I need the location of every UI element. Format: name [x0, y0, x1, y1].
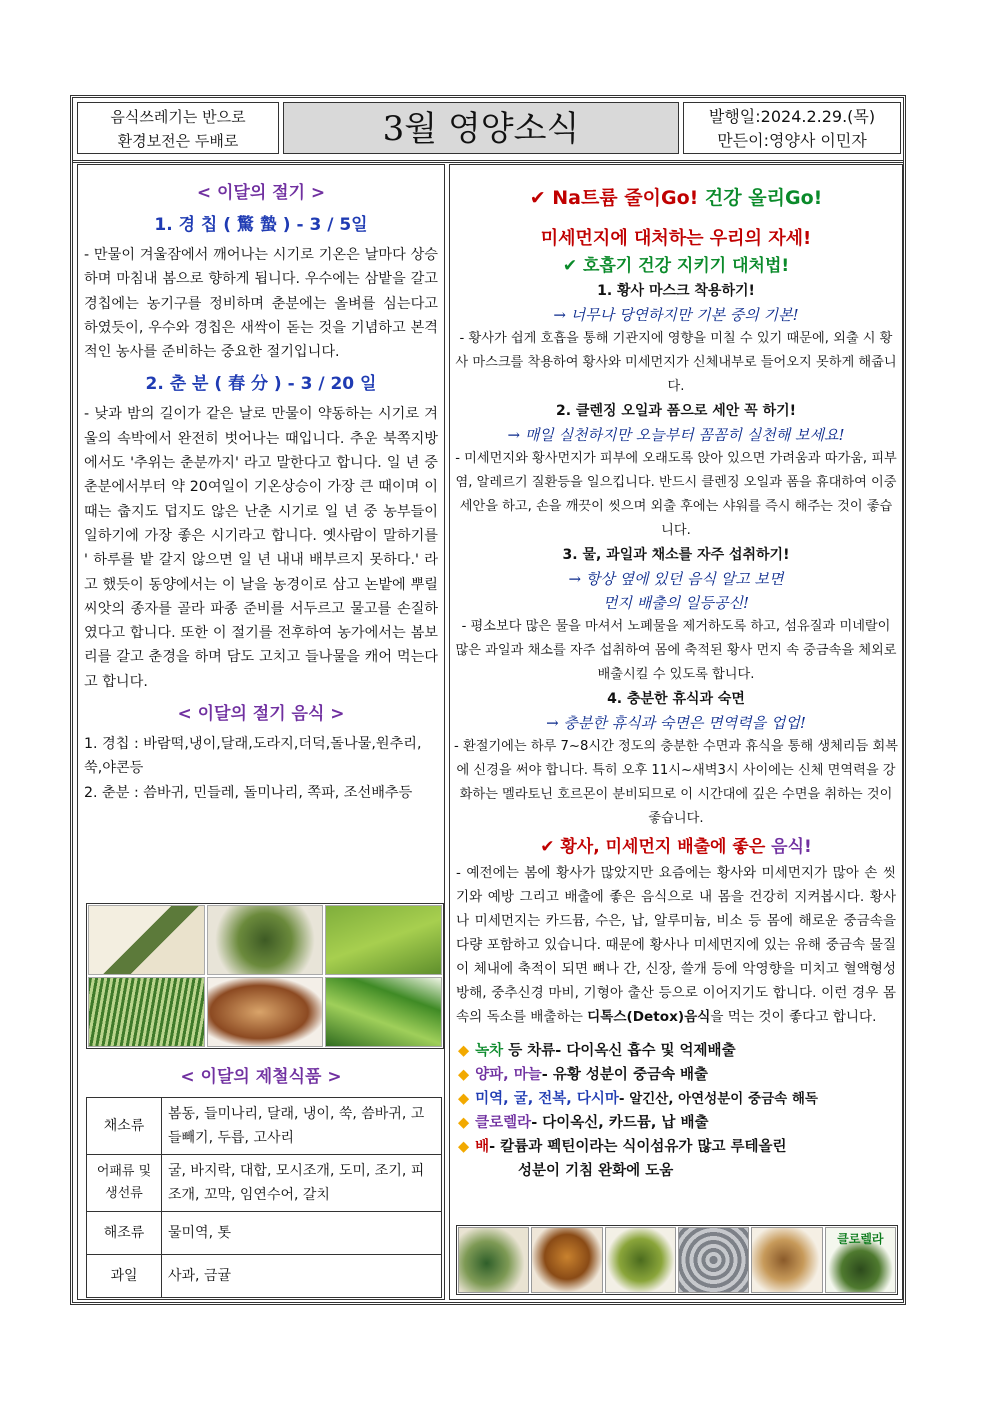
tip4-subtitle: → 충분한 휴식과 숙면은 면역력을 업업!: [546, 714, 806, 732]
tip3-subtitle1: → 항상 옆에 있던 음식 알고 보면: [568, 570, 784, 588]
food-desc: - 유황 성분이 중금속 배출: [541, 1067, 709, 1083]
table-row: [87, 1255, 442, 1298]
list-item: [458, 1135, 896, 1159]
slogan-box: [77, 102, 279, 154]
detox-title-a: ✔ 황사, 미세먼지 배출에 좋은: [540, 837, 772, 857]
tip2-subtitle: → 매일 실천하지만 오늘부터 꼼꼼히 실천해 보세요!: [507, 426, 845, 444]
list-item: [458, 1039, 896, 1063]
term1-title: 1. 경 칩 ( 驚 蟄 ) - 3 / 5일: [154, 215, 368, 235]
headline-part-c: 건강: [698, 187, 749, 209]
food-line2: 2. 춘분 : 씀바귀, 민들레, 돌미나리, 쪽파, 조선배추등: [84, 784, 413, 801]
headline-part-b: 줄이Go!: [624, 187, 699, 209]
food-name: 클로렐라: [475, 1115, 532, 1131]
detox-tail: 을 먹는 것이 좋다고 합니다.: [710, 1009, 877, 1025]
table-row: [87, 1212, 442, 1255]
row-items: 봄동, 들미나리, 달래, 냉이, 쑥, 씀바귀, 고들빼기, 두릅, 고사리: [162, 1098, 442, 1155]
food-name: 양파, 마늘: [475, 1067, 542, 1083]
food-desc: - 알긴산, 아연성분이 중금속 해독: [618, 1091, 818, 1107]
table-row: [87, 1098, 442, 1155]
food-line1: 1. 경칩 : 바람떡,냉이,달래,도라지,더덕,돌나물,원추리,쑥,야콘등: [84, 736, 422, 777]
right-column: [449, 164, 903, 1300]
food-name: 미역, 굴, 전복, 다시마: [475, 1091, 619, 1107]
tip1-subtitle: → 너무나 당연하지만 기본 중의 기본!: [553, 306, 799, 324]
detox-title-b: 음식!: [771, 837, 812, 857]
tip2-title: 2. 클렌징 오일과 폼으로 세안 꼭 하기!: [555, 403, 797, 419]
list-item: [458, 1087, 896, 1111]
daylily-image: [325, 977, 442, 1047]
table-row: [87, 1155, 442, 1212]
left-column: [77, 164, 445, 1300]
tip1-body: - 황사가 쉽게 호흡을 통해 기관지에 영향을 미칠 수 있기 때문에, 외출 시 황사 마스크를 착용하여 황사와 미세먼지가 신체내부로 들어오지 못하게 해줍니다.: [455, 331, 897, 394]
chives-image: [88, 977, 205, 1047]
greens-image: [325, 905, 442, 975]
slogan-line2: 환경보전은 두배로: [117, 132, 239, 150]
headline-part-d: 올리Go!: [748, 187, 823, 209]
newsletter-page: [70, 95, 906, 1305]
rice-cake-image: [88, 905, 205, 975]
list-item: [458, 1111, 896, 1135]
yacon-image: [207, 977, 324, 1047]
food-desc: - 칼륨과 펙틴이라는 식이섬유가 많고 루테올린: [489, 1139, 787, 1155]
oyster-image: [678, 1227, 749, 1293]
chlorella-label: 클로렐라: [837, 1232, 884, 1246]
tip2-body: - 미세먼지와 황사먼지가 피부에 오래도록 앉아 있으면 가려움과 따가움, 피부염, 알레르기 질환등을 일으킵니다. 반드시 클렌징 오일과 폼을 휴대하여 이중 세안을 하고, 손을 깨끗이 씻으며 외출 후에는 샤워를 즉시 해주는 것이 좋습니다.: [455, 451, 897, 538]
food-desc: - 다이옥신, 카드뮴, 납 배출: [531, 1115, 709, 1131]
term1-body: - 만물이 겨울잠에서 깨어나는 시기로 기온은 날마다 상승하며 마침내 봄으로 향하게 됩니다. 우수에는 삼밭을 갈고 경칩에는 농기구를 정비하며 춘분에는 올벼를 심는다고 하였듯이, 우수와 경칩은 새싹이 돋는 것을 기념하고 본격적인 농사를 준비하는 중요한 절기입니다.: [84, 247, 438, 361]
respiratory-title: ✔ 호흡기 건강 지키기 대처법!: [562, 256, 790, 276]
tip4-body: - 환절기에는 하루 7~8시간 정도의 충분한 수면과 휴식을 통해 생체리듬 회복에 신경을 써야 합니다. 특히 오후 11시~새벽3시 사이에는 신체 면역력을 강화하는 멜라토닌 호르몬이 분비되므로 이 시간대에 깊은 수면을 취하는 것이 좋습니다.: [454, 739, 898, 826]
food-name: 배: [475, 1139, 490, 1155]
chlorella-image: [825, 1227, 896, 1293]
detox-bold: 디톡스(Detox)음식: [587, 1009, 711, 1025]
seasonal-title: < 이달의 제철식품 >: [180, 1067, 342, 1087]
term2-body: - 낮과 밤의 길이가 같은 날로 만물이 약동하는 시기로 겨울의 속박에서 완전히 벗어나는 때입니다. 추운 북쪽지방에서도 '추위는 춘분까지' 라고 말한다고 합니다. 일 년 중 춘분에서부터 약 20여일이 기온상승이 가장 큰 때이며 이때는 춥지도 덥지도 않은 난춘 시기로 일 년 중 농부들이 일하기에 가장 좋은 시기라고 합니다. 옛사람이 말하기를 ' 하루를 밭 갈지 않으면 일 년 내내 배부르지 못하다.' 라고 했듯이 동양에서는 이 날을 농경이로 삼고 논밭에 뿌릴 씨앗의 종자를 골라 파종 준비를 서두르고 물고를 손질하였다고 합니다. 또한 이 절기를 전후하여 농가에서는 봄보리를 갈고 춘경을 하며 담도 고치고 들나물을 캐어 먹는다고 합니다.: [84, 406, 438, 690]
row-items: 사과, 금귤: [162, 1255, 442, 1298]
abalone-image: [751, 1227, 822, 1293]
food-desc: 등 차류- 다이옥신 흡수 및 억제배출: [503, 1043, 736, 1059]
tip1-title: 1. 황사 마스크 착용하기!: [597, 283, 755, 299]
diamond-icon: ◆: [458, 1115, 470, 1131]
tip4-title: 4. 충분한 휴식과 숙면: [607, 691, 745, 707]
author: 만든이:영양사 이민자: [717, 131, 867, 150]
detox-food-images: [456, 1225, 898, 1295]
detox-text: - 예전에는 봄에 황사가 많았지만 요즘에는 황사와 미세먼지가 많아 손 씻기와 예방 그리고 배출에 좋은 음식으로 내 몸을 건강히 지켜봅시다. 황사나 미세먼지는 카드뮴, 수은, 납, 알루미늄, 비소 등 몸에 해로운 중금속을 다량 포함하고 있습니다. 때문에 황사나 미세먼지에 있는 유해 중금속 물질이 체내에 축적이 되면 뼈나 간, 신장, 쓸개 등에 악영향을 미치고 혈액형성 방해, 중추신경 마비, 기형아 출산 등으로 이어지기도 합니다. 이런 경우 몸속의 독소를 배출하는: [456, 865, 896, 1025]
tip3-body: - 평소보다 많은 물을 마셔서 노폐물을 제거하도록 하고, 섬유질과 미네랄이 많은 과일과 채소를 자주 섭취하여 몸에 축적된 황사 먼지 속 중금속을 체외로 배출시킬 수 있도록 합니다.: [455, 619, 897, 682]
term2-title: 2. 춘 분 ( 春 分 ) - 3 / 20 일: [145, 374, 377, 395]
diamond-icon: ◆: [458, 1091, 470, 1107]
diamond-icon: ◆: [458, 1067, 470, 1083]
sodium-headline: [450, 183, 902, 213]
food-title: < 이달의 절기 음식 >: [177, 704, 345, 725]
issue-date: 발행일:2024.2.29.(목): [708, 107, 876, 126]
row-category: 해조류: [87, 1212, 162, 1255]
tip3-title: 3. 물, 과일과 채소를 자주 섭취하기!: [562, 547, 790, 563]
seasonal-table-wrap: [78, 1097, 442, 1298]
list-item-continued: 성분이 기침 완화에 도움: [518, 1163, 674, 1179]
dust-title: 미세먼지에 대처하는 우리의 자세!: [540, 228, 812, 249]
detox-title: [450, 833, 902, 861]
detox-food-list: [458, 1039, 896, 1183]
detox-body: [456, 861, 896, 1029]
row-category: 채소류: [87, 1098, 162, 1155]
tip3-subtitle2: 먼지 배출의 일등공신!: [603, 594, 749, 612]
row-items: 물미역, 톳: [162, 1212, 442, 1255]
issue-info: [683, 102, 901, 154]
diamond-icon: ◆: [458, 1043, 470, 1059]
shepherds-purse-image: [207, 905, 324, 975]
list-item: [458, 1063, 896, 1087]
row-category: 어패류 및 생선류: [87, 1155, 162, 1212]
season-food-images: [86, 903, 444, 1049]
seaweed-image: [605, 1227, 676, 1293]
seasonal-table: [86, 1097, 442, 1298]
food-name: 녹차: [475, 1043, 504, 1059]
green-tea-image: [458, 1227, 529, 1293]
onion-garlic-image: [531, 1227, 602, 1293]
season-title: < 이달의 절기 >: [196, 183, 326, 203]
header: [73, 98, 903, 163]
diamond-icon: ◆: [458, 1139, 470, 1155]
page-title: 3월 영양소식: [283, 102, 679, 154]
headline-part-a: ✔ Na트륨: [529, 187, 625, 209]
row-category: 과일: [87, 1255, 162, 1298]
slogan-line1: 음식쓰레기는 반으로: [110, 108, 246, 126]
row-items: 굴, 바지락, 대합, 모시조개, 도미, 조기, 피조개, 꼬막, 임연수어, 갈치: [162, 1155, 442, 1212]
